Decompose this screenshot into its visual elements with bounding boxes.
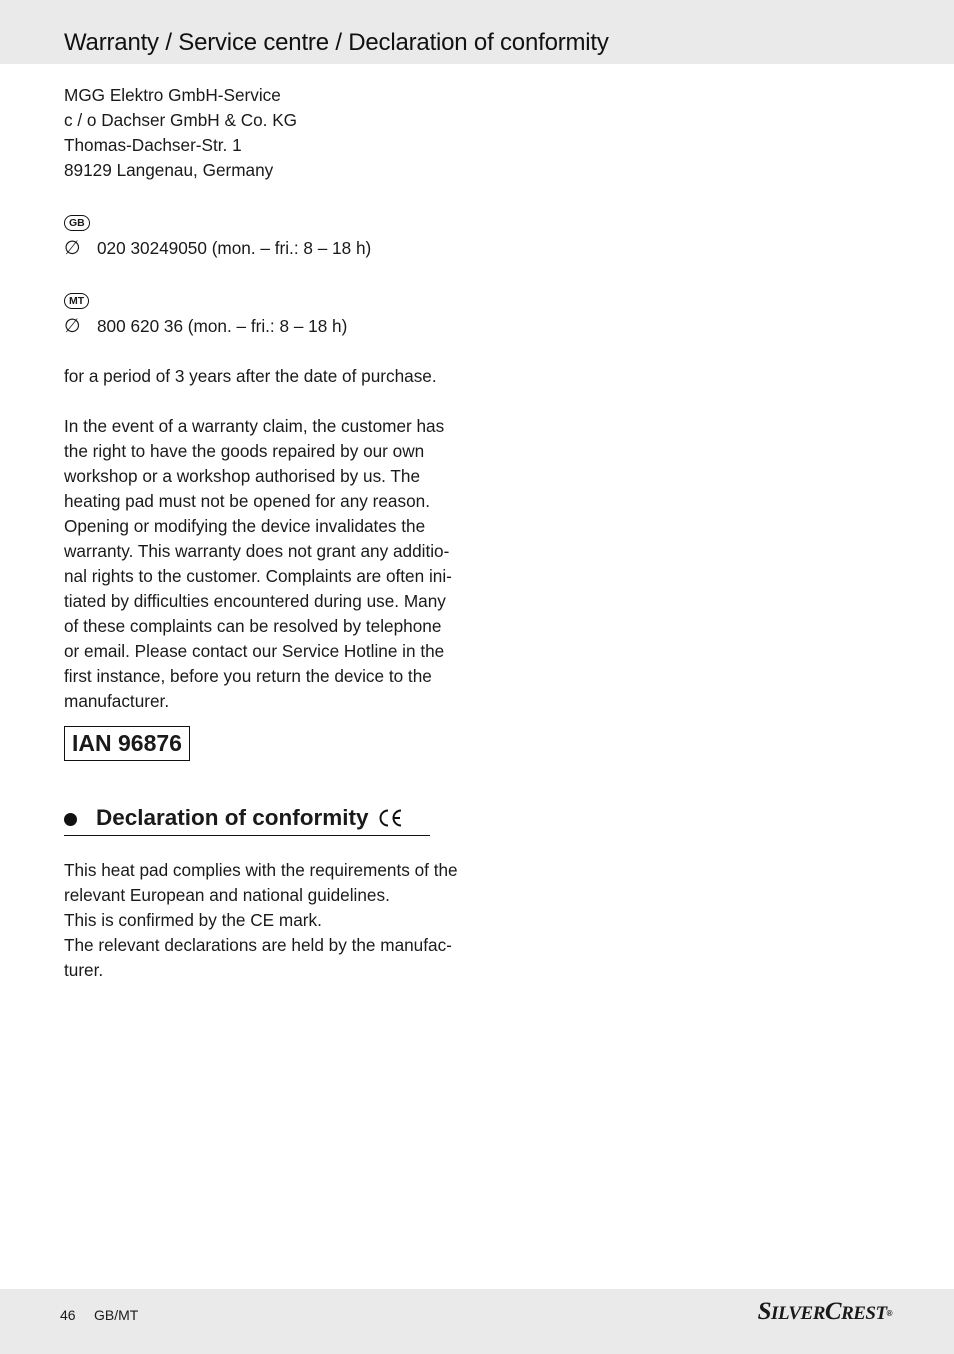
conformity-paragraph — [64, 858, 464, 983]
paragraph-line: tiated by difficulties encountered during use. Many — [64, 591, 446, 611]
brand-letters: ILVER — [771, 1303, 825, 1324]
phone-row — [64, 314, 464, 339]
conformity-heading — [64, 801, 430, 836]
phone-number: 020 30249050 (mon. – fri.: 8 – 18 h) — [97, 238, 372, 258]
phone-icon: ∅ — [64, 316, 81, 337]
spacer — [64, 389, 464, 414]
contact-gb — [64, 208, 464, 261]
phone-row — [64, 236, 464, 261]
warranty-claim-paragraph — [64, 414, 464, 714]
page-language: GB/MT — [94, 1307, 139, 1323]
brand-letter: S — [757, 1298, 772, 1325]
address-line: 89129 Langenau, Germany — [64, 160, 274, 180]
registered-mark: ® — [886, 1309, 892, 1318]
service-address — [64, 83, 464, 183]
paragraph-line: This heat pad complies with the requirements of the — [64, 860, 458, 880]
paragraph-line: workshop or a workshop authorised by us. The — [64, 466, 421, 486]
paragraph-line: or email. Please contact our Service Hotline in the — [64, 641, 445, 661]
paragraph-line: warranty. This warranty does not grant any additio- — [64, 541, 450, 561]
paragraph-line: of these complaints can be resolved by telephone — [64, 616, 442, 636]
ce-mark-icon — [377, 807, 403, 829]
page-number: 46 — [60, 1307, 76, 1323]
paragraph-line: relevant European and national guidelines. — [64, 885, 390, 905]
left-column — [64, 83, 464, 761]
paragraph-line: nal rights to the customer. Complaints are often ini- — [64, 566, 452, 586]
paragraph-line: Opening or modifying the device invalidates the — [64, 516, 426, 536]
phone-number: 800 620 36 (mon. – fri.: 8 – 18 h) — [97, 316, 348, 336]
paragraph-line: In the event of a warranty claim, the customer has — [64, 416, 445, 436]
paragraph-line: the right to have the goods repaired by our own — [64, 441, 425, 461]
brand-letters: REST — [841, 1303, 887, 1324]
address-line: c / o Dachser GmbH & Co. KG — [64, 110, 298, 130]
spacer — [64, 339, 464, 364]
paragraph-line: turer. — [64, 960, 104, 980]
country-badge-gb: GB — [64, 215, 90, 231]
page-title: Warranty / Service centre / Declaration of conformity — [64, 29, 609, 56]
paragraph-line: manufacturer. — [64, 691, 170, 711]
brand-logo — [758, 1296, 892, 1330]
brand-letter: C — [824, 1298, 842, 1325]
paragraph-line: The relevant declarations are held by the manufac- — [64, 935, 452, 955]
conformity-title: Declaration of conformity — [96, 805, 369, 830]
address-line: MGG Elektro GmbH-Service — [64, 85, 281, 105]
contact-mt — [64, 286, 464, 339]
bullet-icon — [64, 813, 77, 826]
address-line: Thomas-Dachser-Str. 1 — [64, 135, 242, 155]
warranty-period: for a period of 3 years after the date of purchase. — [64, 366, 437, 386]
paragraph-line: first instance, before you return the device to the — [64, 666, 432, 686]
spacer — [64, 183, 464, 208]
country-badge-mt: MT — [64, 293, 89, 309]
phone-icon: ∅ — [64, 238, 81, 259]
paragraph-line: This is confirmed by the CE mark. — [64, 910, 322, 930]
spacer — [64, 261, 464, 286]
ian-number-box: IAN 96876 — [64, 726, 190, 761]
paragraph-line: heating pad must not be opened for any reason. — [64, 491, 430, 511]
